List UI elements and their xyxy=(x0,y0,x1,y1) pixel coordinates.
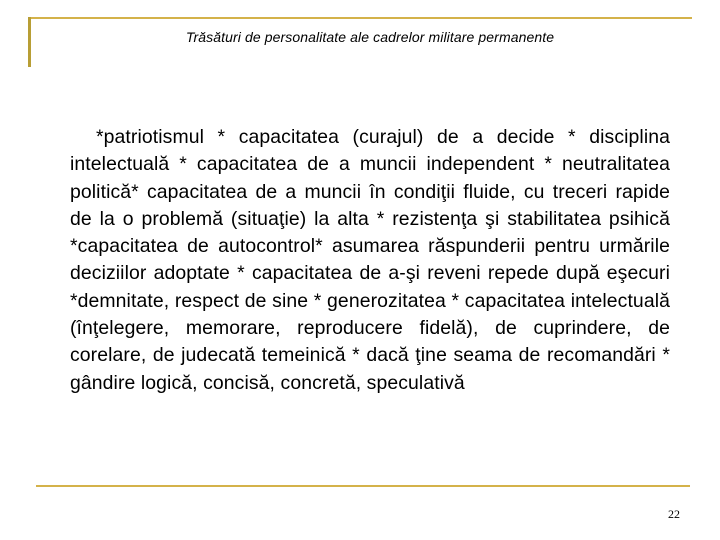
bottom-border-line xyxy=(36,485,690,487)
top-border-line xyxy=(28,17,692,19)
slide-body-text: *patriotismul * capacitatea (curajul) de a decide * disciplina intelectuală * capacitatea de a muncii independent * neutralitatea politică* capacitatea de a muncii în condiţii fluide, cu treceri rapide de la o problemă (situaţie) la alta * rezistenţa şi stabilitatea psihică *capacitatea de autocontrol* asumarea răspunderii pentru urmările deciziilor adoptate * capacitatea de a-şi reveni repede după eşecuri *demnitate, respect de sine * generozitatea * capacitatea intelectuală (înţelegere, memorare, reproducere fidelă), de cuprindere, de corelare, de judecată temeinică * dacă ţine seama de recomandări * gândire logică, concisă, concretă, speculativă xyxy=(70,126,670,394)
page-number: 22 xyxy=(668,507,680,521)
slide-title: Trăsături de personalitate ale cadrelor militare permanente xyxy=(185,29,555,45)
